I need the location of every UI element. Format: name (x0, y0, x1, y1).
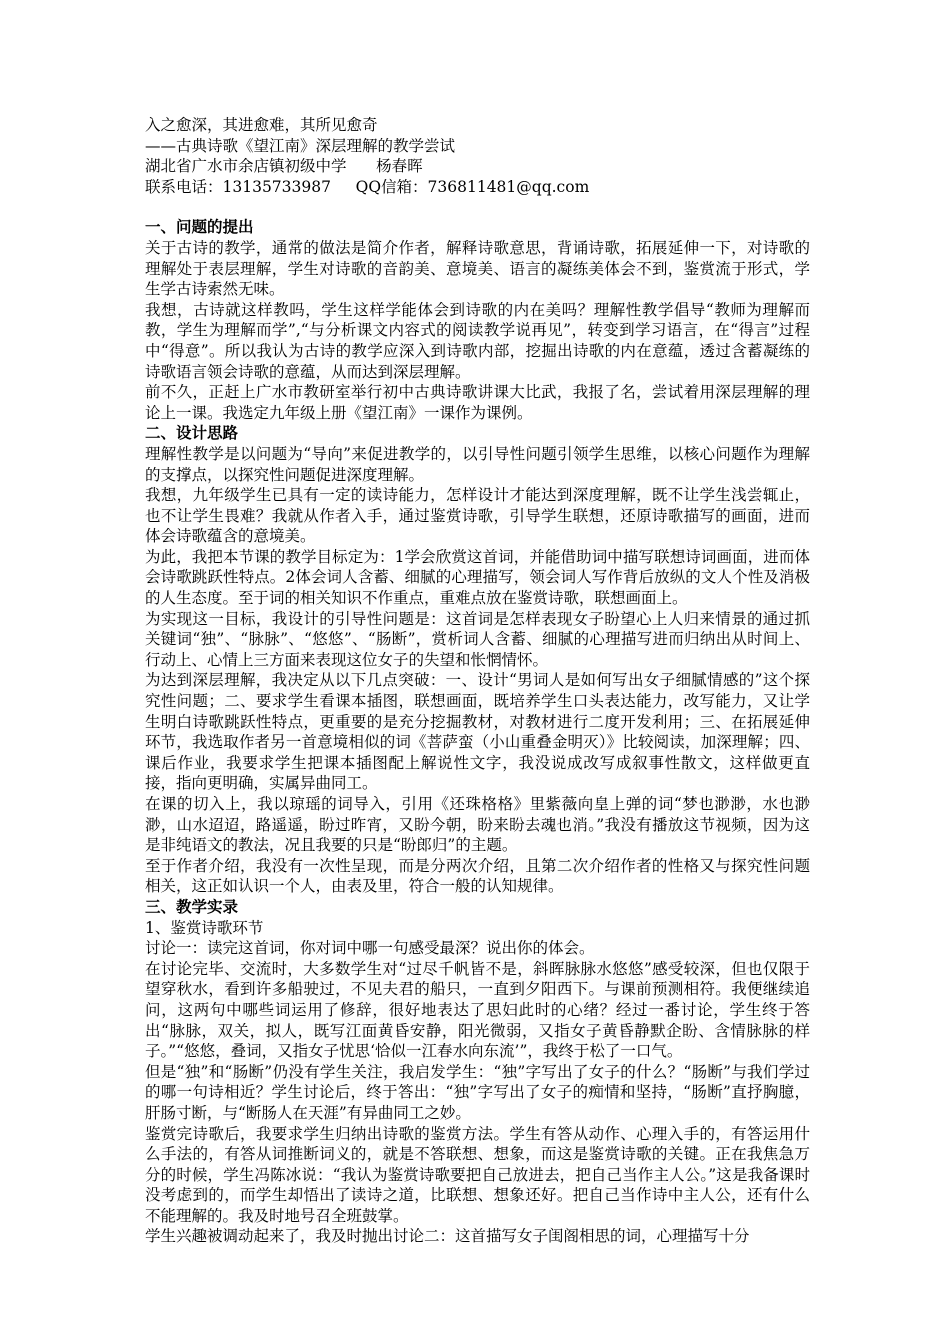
paragraph: 在课的切入上，我以琼瑶的词导入，引用《还珠格格》里紫薇向皇上弹的词“梦也渺渺，水也渺渺，山水迢迢，路遥遥，盼过昨宵，又盼今朝，盼来盼去魂也消。”我没有播放这节视频，因为这是非纯语文的教法，况且我要的只是“盼郎归”的主题。 (145, 795, 810, 855)
spacer (145, 197, 810, 217)
paragraph: 为达到深层理解，我决定从以下几点突破：一、设计“男词人是如何写出女子细腻情感的”这个探究性问题；二、要求学生看课本插图，联想画面，既培养学生口头表达能力，改写能力，又让学生明白诗歌跳跃性特点，更重要的是充分挖掘教材，对教材进行二度开发利用；三、在拓展延伸环节，我选取作者另一首意境相似的词《菩萨蛮（小山重叠金明灭）》比较阅读，加深理解；四、课后作业，我要求学生把课本插图配上解说性文字，我没说成改写成叙事性散文，这样做更直接，指向更明确，实属异曲同工。 (145, 671, 810, 793)
section-heading-1: 一、问题的提出 (145, 217, 254, 237)
paragraph: 为实现这一目标，我设计的引导性问题是：这首词是怎样表现女子盼望心上人归来情景的通过抓关键词“独”、“脉脉”、“悠悠”、“肠断”，赏析词人含蓄、细腻的心理描写进而归纳出从时间上、行动上、心情上三方面来表现这位女子的失望和怅惘情怀。 (145, 609, 810, 669)
section-heading-2: 二、设计思路 (145, 423, 239, 443)
paragraph: 在讨论完毕、交流时，大多数学生对“过尽千帆皆不是，斜晖脉脉水悠悠”感受较深，但也仅限于望穿秋水，看到许多船驶过，不见夫君的船只，一直到夕阳西下。与课前预测相符。我便继续追问，这两句中哪些词运用了修辞，很好地表达了思妇此时的心绪？经过一番讨论，学生终于答出“脉脉，双关，拟人，既写江面黄昏安静，阳光微弱，又指女子黄昏静默企盼、含情脉脉的样子。”“悠悠，叠词，又指女子忧思‘恰似一江春水向东流’”，我终于松了一口气。 (145, 959, 810, 1061)
author-line: 湖北省广水市余店镇初级中学 杨春晖 (145, 157, 423, 176)
document-title: 入之愈深，其进愈难，其所见愈奇 (145, 116, 378, 134)
document-subtitle: ——古典诗歌《望江南》深层理解的教学尝试 (145, 136, 456, 155)
paragraph: 我想，古诗就这样教吗，学生这样学能体会到诗歌的内在美吗？理解性教学倡导“教师为理解而教，学生为理解而学”,“与分析课文内容式的阅读教学说再见”，转变到学习语言，在“得言”过程中“得意”。所以我认为古诗的教学应深入到诗歌内部，挖掘出诗歌的内在意蕴，透过含蓄凝练的诗歌语言领会诗歌的意蕴，从而达到深层理解。 (145, 300, 810, 381)
paragraph: 为此，我把本节课的教学目标定为：1学会欣赏这首词，并能借助词中描写联想诗词画面，进而体会诗歌跳跃性特点。2体会词人含蓄、细腻的心理描写，领会词人写作背后放纵的文人个性及消极的人生态度。至于词的相关知识不作重点，重难点放在鉴赏诗歌，联想画面上。 (145, 547, 810, 608)
document-page (145, 115, 810, 1247)
paragraph: 前不久，正赶上广水市教研室举行初中古典诗歌讲课大比武，我报了名，尝试着用深层理解的理论上一课。我选定九年级上册《望江南》一课作为课例。 (145, 383, 810, 422)
paragraph: 我想，九年级学生已具有一定的读诗能力，怎样设计才能达到深度理解，既不让学生浅尝辄止，也不让学生畏难？我就从作者入手，通过鉴赏诗歌，引导学生联想，还原诗歌描写的画面，进而体会诗歌蕴含的意境美。 (145, 486, 810, 546)
paragraph: 但是“独”和“肠断”仍没有学生关注，我启发学生：“独”字写出了女子的什么？“肠断”与我们学过的哪一句诗相近？学生讨论后，终于答出：“独”字写出了女子的痴情和坚持，“肠断”直抒胸臆，肝肠寸断，与“断肠人在天涯”有异曲同工之妙。 (145, 1062, 810, 1122)
paragraph: 讨论一：读完这首词，你对词中哪一句感受最深？说出你的体会。 (145, 939, 595, 958)
paragraph: 至于作者介绍，我没有一次性呈现，而是分两次介绍，且第二次介绍作者的性格又与探究性问题相关，这正如认识一个人，由表及里，符合一般的认知规律。 (145, 856, 810, 896)
paragraph: 理解性教学是以问题为“导向”来促进教学的，以引导性问题引领学生思维，以核心问题作为理解的支撑点，以探究性问题促进深度理解。 (145, 444, 810, 484)
subsection-heading: 1、鉴赏诗歌环节 (145, 918, 264, 937)
paragraph: 鉴赏完诗歌后，我要求学生归纳出诗歌的鉴赏方法。学生有答从动作、心理入手的，有答运用什么手法的，有答从词推断词义的，就是不答联想、想象，而这是鉴赏诗歌的关键。正在我焦急万分的时候，学生冯陈冰说：“我认为鉴赏诗歌要把自己放进去，把自己当作主人公。”这是我备课时没考虑到的，而学生却悟出了读诗之道，比联想、想象还好。把自己当作诗中主人公，还有什么不能理解的。我及时地号召全班鼓掌。 (145, 1124, 810, 1225)
paragraph: 学生兴趣被调动起来了，我及时抛出讨论二：这首描写女子闺阁相思的词，心理描写十分 (145, 1227, 750, 1246)
section-heading-3: 三、教学实录 (145, 896, 239, 916)
paragraph: 关于古诗的教学，通常的做法是简介作者，解释诗歌意思，背诵诗歌，拓展延伸一下，对诗歌的理解处于表层理解，学生对诗歌的音韵美、意境美、语言的凝练美体会不到，鉴赏流于形式，学生学古诗索然无味。 (145, 238, 810, 299)
contact-line: 联系电话：13135733987 QQ信箱：736811481@qq.com (145, 177, 590, 196)
